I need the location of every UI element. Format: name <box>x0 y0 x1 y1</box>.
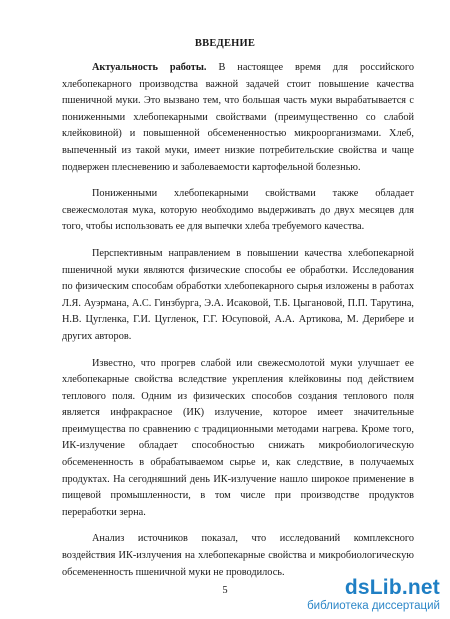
page-number: 5 <box>222 585 228 596</box>
paragraph-text: Известно, что прогрев слабой или свежесмолотой муки улучшает ее хлебопекарные свойства вследствие укрепления клейковины под действием теплового поля. Одним из физических способов создания теплового поля является инфракрасное (ИК) излучение, которое имеет значительные преимущества по сравнению с традиционными методами нагрева. Кроме того, ИК-излучение обладает способностью снижать микробиологическую обсемененность в обрабатываемом сырье и, как следствие, в получаемых продуктах. На сегодняшний день ИК-излучение нашло широкое применение в пищевой промышленности, в том числе при производстве продуктов переработки зерна. <box>62 357 414 518</box>
watermark-logo: dsLib.net <box>344 576 440 599</box>
watermark <box>307 577 440 613</box>
paragraph-text: В настоящее время для российского хлебопекарного производства важной задачей стоит повышение качества пшеничной муки. Это вызвано тем, что большая часть муки вырабатывается с пониженными хлебопекарными свойствами (преимущественно со слабой клейковиной) и повышенной обсемененностью микроорганизмами. Хлеб, выпеченный из такой муки, имеет низкие потребительские свойства и чаще подвержен плесневению и заболеваемости картофельной болезнью. <box>62 62 414 173</box>
paragraph-text: Пониженными хлебопекарными свойствами также обладает свежесмолотая мука, которую необходимо выдерживать до двух месяцев для того, чтобы использовать ее для выпечки хлеба требуемого качества. <box>62 188 414 233</box>
watermark-tagline: библиотека диссертаций <box>307 600 440 612</box>
section-heading: ВВЕДЕНИЕ <box>194 38 256 49</box>
paragraph-ir-radiation <box>62 356 414 522</box>
paragraph-text: Перспективным направлением в повышении качества хлебопекарной пшеничной муки являются физические способы ее обработки. Исследования по физическим способам обработки хлебопекарного сырья изложены в работах Л.Я. Ауэрмана, А.С. Гинзбурга, Э.А. Исаковой, Т.Б. Цыгановой, П.П. Тарутина, Н.В. Цугленка, Г.И. Цугленок, Г.Г. Юсуповой, А.А. Артикова, М. Дерибере и других авторов. <box>62 247 414 342</box>
paragraph-physical-methods <box>62 246 414 346</box>
paragraph-lead: Актуальность работы. <box>92 62 207 73</box>
paragraph-analysis <box>62 531 414 581</box>
paragraph-fresh-flour <box>62 186 414 236</box>
paragraph-relevance <box>62 60 414 176</box>
paragraph-text: Анализ источников показал, что исследований комплексного воздействия ИК-излучения на хлебопекарные свойства и микробиологическую обсемененность пшеничной муки не проводилось. <box>62 533 414 578</box>
document-body <box>62 60 414 581</box>
